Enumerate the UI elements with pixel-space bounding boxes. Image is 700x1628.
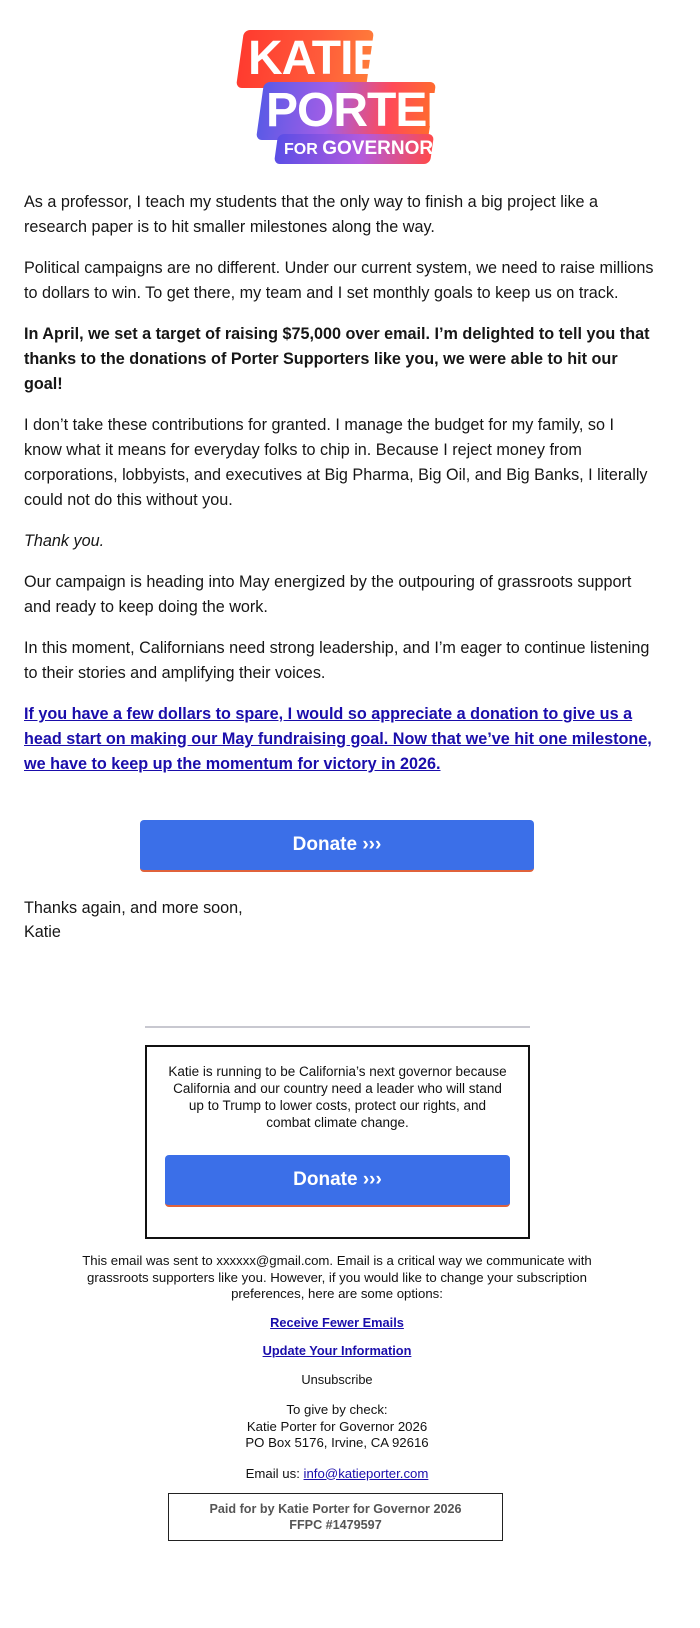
paragraph-2: Political campaigns are no different. Under our current system, we need to raise millions to dollars to win. To get there, my team and I set monthly goals to keep us on track. <box>24 259 654 302</box>
check-info <box>60 1402 614 1452</box>
check-address: PO Box 5176, Irvine, CA 92616 <box>245 1435 429 1450</box>
paid-for-by-line: Paid for by Katie Porter for Governor 2026 <box>209 1502 462 1516</box>
campaign-logo <box>240 30 461 170</box>
paid-for-by-disclaimer <box>168 1493 503 1541</box>
receive-fewer-emails-link[interactable]: Receive Fewer Emails <box>270 1314 404 1330</box>
logo-text-porter: PORTER <box>266 84 461 137</box>
candidate-info-text: Katie is running to be California’s next governor because California and our country need a leader who will stand up to Trump to lower costs, protect our rights, and combat climate change. <box>168 1064 507 1130</box>
signoff <box>24 896 424 944</box>
signoff-name: Katie <box>24 923 61 941</box>
paragraph-6: Our campaign is heading into May energized by the outpouring of grassroots support and ready to keep doing the work. <box>24 573 632 616</box>
paragraph-4: I don’t take these contributions for granted. I manage the budget for my family, so I know what it means for everyday folks to chip in. Because I reject money from corporations, lobbyists, and executives at Big Pharma, Big Oil, and Big Banks, I literally could not do this without you. <box>24 416 648 509</box>
paragraph-goal-announcement: In April, we set a target of raising $75,000 over email. I’m delighted to tell you that thanks to the donations of Porter Supporters like you, we were able to hit our goal! <box>24 325 650 393</box>
email-us-label: Email us: <box>245 1465 300 1481</box>
unsubscribe-link[interactable]: Unsubscribe <box>301 1371 373 1387</box>
check-payee: Katie Porter for Governor 2026 <box>246 1418 428 1434</box>
signoff-line: Thanks again, and more soon, <box>24 899 243 917</box>
subscription-notice: This email was sent to xxxxxx@gmail.com. Email is a critical way we communicate with grassroots supporters like you. However, if you would like to change your subscription preferences, here are some options: <box>82 1253 592 1301</box>
logo-text-katie: KATIE <box>248 32 384 85</box>
contact-email-link[interactable]: info@katieporter.com <box>303 1465 429 1481</box>
footer <box>60 1253 614 1482</box>
letter-body <box>24 190 654 793</box>
logo-text-for-governor <box>284 138 433 161</box>
paragraph-thank-you: Thank you. <box>24 532 105 550</box>
candidate-info-card <box>145 1045 530 1239</box>
ffpc-number: FFPC #1479597 <box>289 1518 382 1532</box>
paragraph-7: In this moment, Californians need strong leadership, and I’m eager to continue listening to their stories and amplifying their voices. <box>24 639 650 682</box>
card-donate-button[interactable]: Donate ››› <box>165 1155 510 1207</box>
email-us <box>60 1466 614 1483</box>
donation-ask-link[interactable]: If you have a few dollars to spare, I would so appreciate a donation to give us a head start on making our May fundraising goal. Now that we’ve hit one milestone, we have to keep up the momentum for victory in 2026. <box>24 705 652 773</box>
update-information-link[interactable]: Update Your Information <box>262 1343 412 1358</box>
donate-button[interactable]: Donate ››› <box>140 820 534 872</box>
paragraph-1: As a professor, I teach my students that the only way to finish a big project like a research paper is to hit smaller milestones along the way. <box>24 193 599 236</box>
check-label: To give by check: <box>286 1402 388 1417</box>
logo-text-for: FOR <box>284 141 318 158</box>
logo-text-governor: GOVERNOR <box>322 138 434 159</box>
divider <box>145 1026 530 1028</box>
